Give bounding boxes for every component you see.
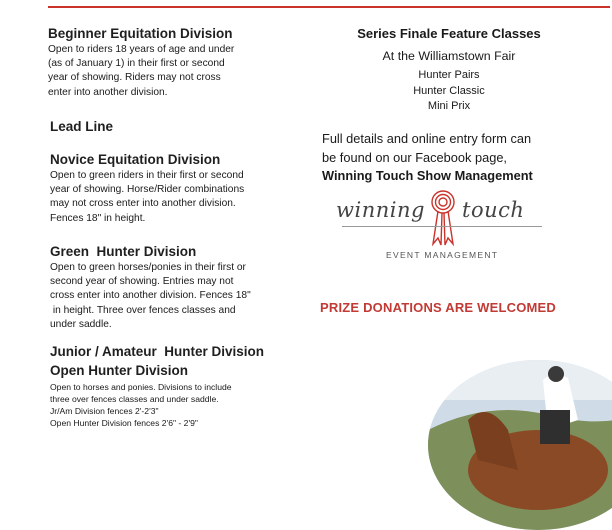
feature-class-item: Hunter Pairs xyxy=(418,69,480,81)
logo-subtitle: EVENT MANAGEMENT xyxy=(386,250,499,260)
winning-touch-logo xyxy=(336,186,556,266)
description-line: in height. Three over fences classes and xyxy=(50,304,236,316)
series-venue: At the Williamstown Fair xyxy=(382,49,516,63)
description-line: three over fences classes and under saddle. xyxy=(50,394,219,404)
facebook-page-name: Winning Touch Show Management xyxy=(322,168,533,183)
division-title: Open Hunter Division xyxy=(50,363,189,378)
feature-class-item: Mini Prix xyxy=(427,100,471,112)
description-line: Open to horses and ponies. Divisions to include xyxy=(50,382,232,392)
division-beginner-equitation xyxy=(48,26,234,100)
division-lead-line xyxy=(50,119,113,135)
division-junior-amateur-hunter xyxy=(50,344,264,360)
description-line: Jr/Am Division fences 2'-2'3" xyxy=(50,406,159,416)
feature-class-item: Hunter Classic xyxy=(413,84,485,97)
right-column xyxy=(318,26,606,183)
division-description xyxy=(50,169,244,226)
description-line: Open Hunter Division fences 2'6" - 2'9" xyxy=(50,418,198,428)
series-finale-title: Series Finale Feature Classes xyxy=(357,26,541,41)
division-title: Junior / Amateur Hunter Division xyxy=(50,344,265,359)
description-line: year of showing. Riders may not cross xyxy=(48,72,221,84)
ribbon-rosette-icon xyxy=(428,188,458,248)
description-line: (as of January 1) in their first or second xyxy=(48,58,225,70)
division-title: Green Hunter Division xyxy=(50,244,197,259)
division-green-hunter xyxy=(50,244,251,332)
description-line: Fences 18" in height. xyxy=(50,212,146,224)
prize-donations-note: PRIZE DONATIONS ARE WELCOMED xyxy=(320,300,556,315)
division-title: Lead Line xyxy=(50,119,114,134)
description-line: Open to green riders in their first or second xyxy=(50,170,244,181)
division-title: Beginner Equitation Division xyxy=(48,26,233,41)
logo-word-touch: touch xyxy=(462,198,525,222)
description-line: Open to riders 18 years of age and under xyxy=(48,44,235,55)
division-description xyxy=(50,261,251,332)
description-line: year of showing. Horse/Rider combinations xyxy=(50,184,245,196)
description-line: under saddle. xyxy=(50,318,112,330)
division-novice-equitation xyxy=(50,152,244,226)
description-line: cross enter into another division. Fences 18" xyxy=(50,290,251,302)
description-line: Open to green horses/ponies in their first or xyxy=(50,262,246,273)
division-title: Novice Equitation Division xyxy=(50,152,221,167)
logo-underline xyxy=(342,226,542,227)
description-line: may not cross enter into another division. xyxy=(50,198,236,210)
logo-word-winning: winning xyxy=(336,198,425,222)
division-description xyxy=(48,43,234,100)
feature-classes-list xyxy=(292,68,606,115)
description-line: second year of showing. Entries may not xyxy=(50,276,234,288)
horse-rider-photo xyxy=(428,360,612,530)
description-line: enter into another division. xyxy=(48,86,168,98)
division-description xyxy=(50,381,232,429)
details-line: be found on our Facebook page, xyxy=(322,149,507,165)
division-open-hunter xyxy=(50,363,232,429)
entry-details xyxy=(322,130,533,186)
details-line: Full details and online entry form can xyxy=(322,131,532,146)
top-divider-line xyxy=(48,6,610,8)
